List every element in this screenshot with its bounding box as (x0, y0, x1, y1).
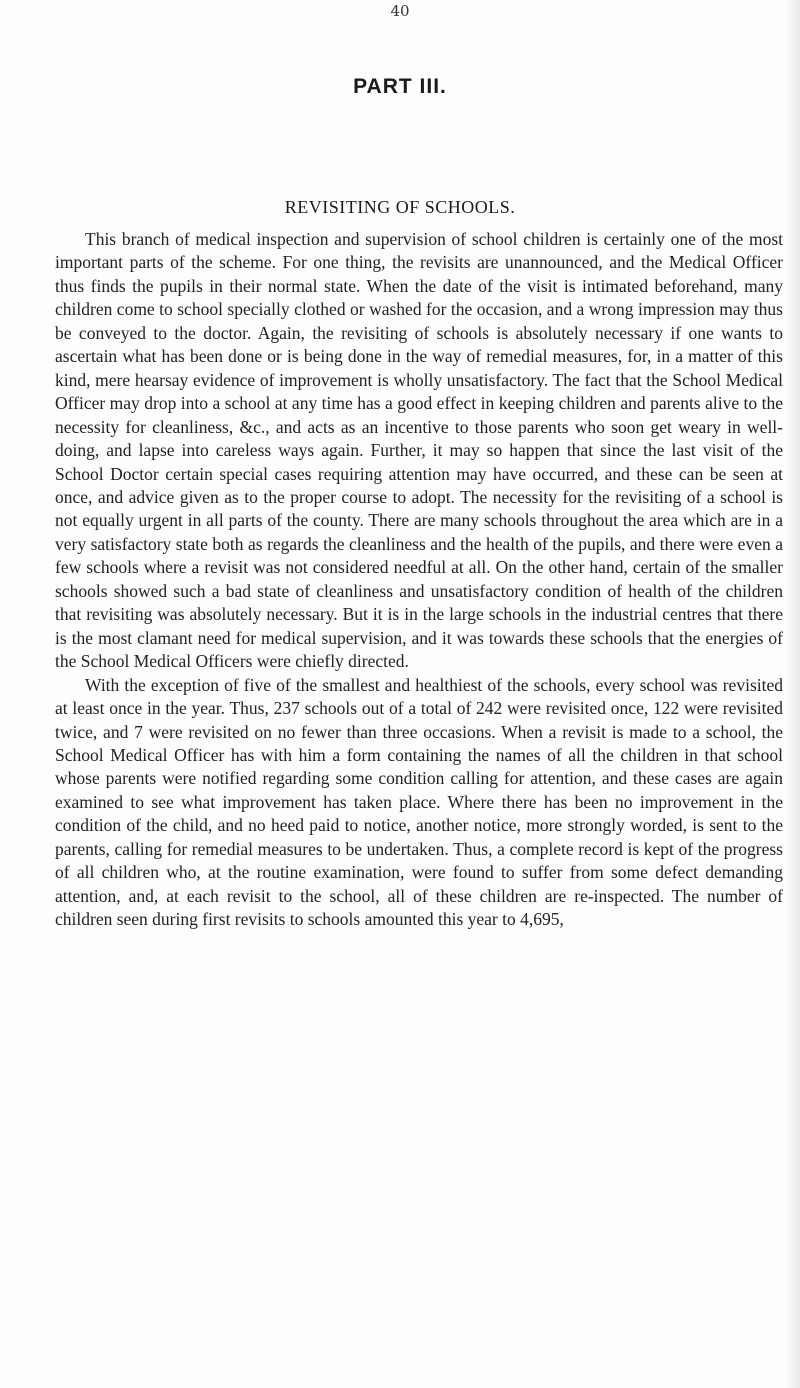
page-edge-shadow (786, 0, 800, 1388)
paragraph: With the exception of five of the smallest and healthiest of the schools, every school was revisited at least once in the year. Thus, 237 schools out of a total of 242 were revisited once, 122 were revisited twice, and 7 were revisited on no fewer than three occasions. When a revisit is made to a school, the School Medical Officer has with him a form containing the names of all the children in that school whose parents were notified regarding some condition calling for attention, and these cases are again examined to see what improvement has taken place. Where there has been no improvement in the condition of the child, and no heed paid to notice, another notice, more strongly worded, is sent to the parents, calling for remedial measures to be undertaken. Thus, a complete record is kept of the progress of all children who, at the routine examination, were found to suffer from some defect demanding attention, and, at each revisit to the school, all of these children are re-inspected. The number of children seen during first revisits to schools amounted this year to 4,695, (55, 674, 783, 930)
page-number: 40 (390, 2, 410, 20)
section-heading: REVISITING OF SCHOOLS. (284, 197, 516, 217)
part-heading: PART III. (353, 75, 447, 98)
paragraph: This branch of medical inspection and supervision of school children is certainly one of the most important parts of the scheme. For one thing, the revisits are unannounced, and the Medical Officer thus finds the pupils in their normal state. When the date of the visit is intimated beforehand, many children come to school specially clothed or washed for the occasion, and a wrong impression may thus be conveyed to the doctor. Again, the revisiting of schools is absolutely necessary if one wants to ascertain what has been done or is being done in the way of remedial measures, for, in a matter of this kind, mere hearsay evidence of improvement is wholly unsatisfactory. The fact that the School Medical Officer may drop into a school at any time has a good effect in keeping children and parents alive to the necessity for cleanliness, &c., and acts as an incentive to those parents who soon get weary in well-doing, and lapse into careless ways again. Further, it may so happen that since the last visit of the School Doctor certain special cases requiring attention may have occurred, and these can be seen at once, and advice given as to the proper course to adopt. The necessity for the revisiting of a school is not equally urgent in all parts of the county. There are many schools throughout the area which are in a very satisfactory state both as regards the cleanliness and the health of the pupils, and there were even a few schools where a revisit was not considered needful at all. On the other hand, certain of the smaller schools showed such a bad state of cleanliness and unsatisfactory condition of health of the children that revisiting was absolutely necessary. But it is in the large schools in the industrial centres that there is the most clamant need for medical supervision, and it was towards these schools that the energies of the School Medical Officers were chiefly directed. (55, 229, 783, 672)
body-text (55, 228, 783, 932)
